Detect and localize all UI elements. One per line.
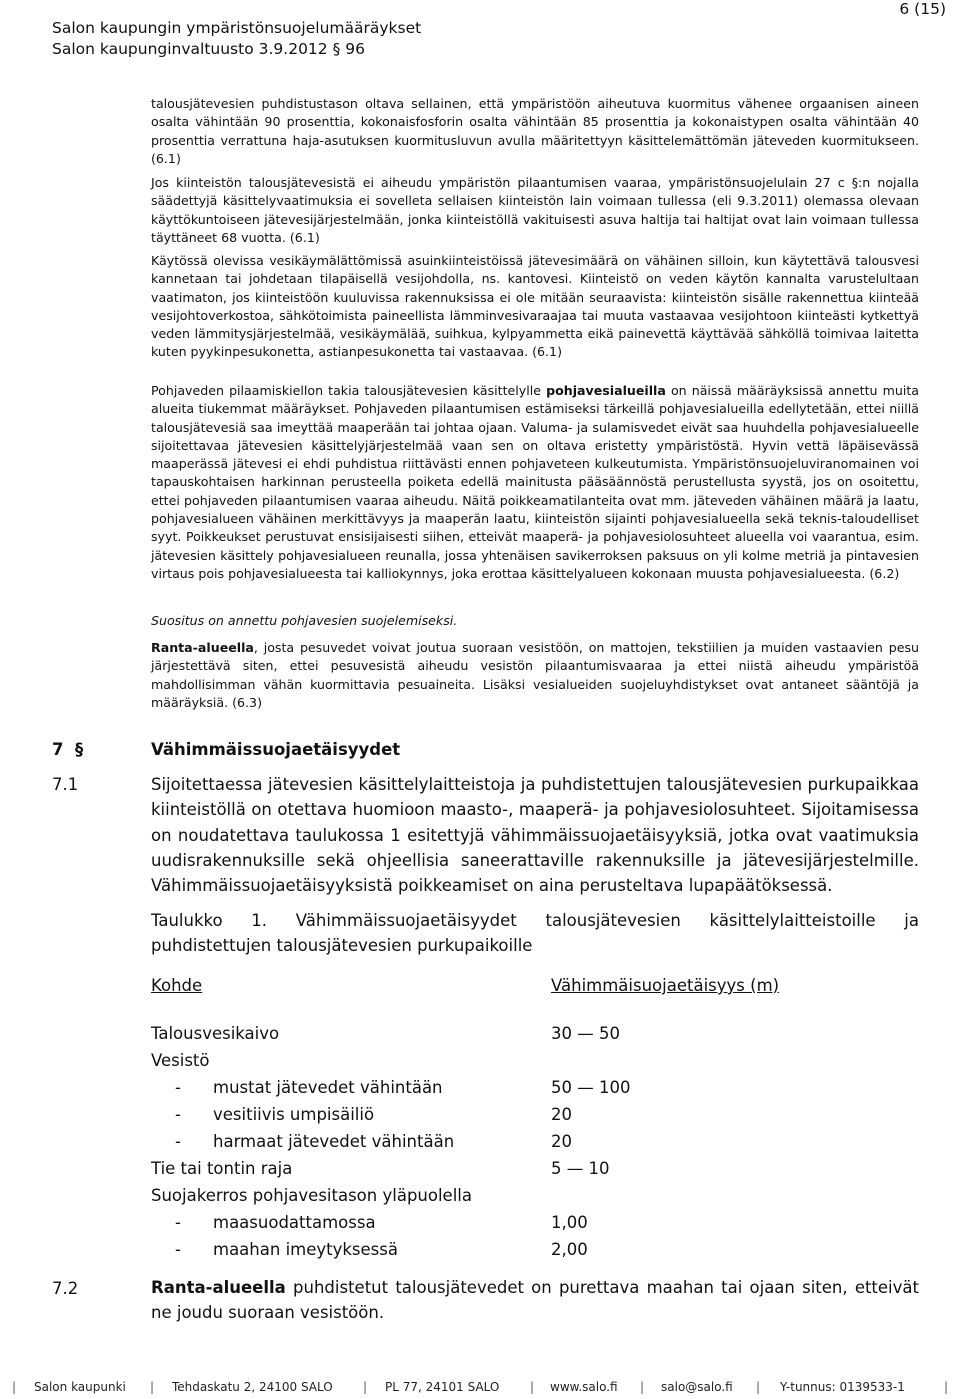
paragraph-recommendation: [151, 612, 919, 630]
list-dash: -: [175, 1213, 181, 1232]
table-header-distance: Vähimmäisuojaetäisyys (m): [551, 976, 780, 995]
paragraph-treatment-level: talousjätevesien puhdistustason oltava sellainen, että ympäristöön aiheutuva kuormitus vähenee orgaanisen aineen osalta vähintään 90 prosenttia, kokonaisfosforin osalta vähintään 85 prosenttia ja kokonaistypen osalta vähintään 40 prosenttia verrattuna haja-asutuksen kuormitusluvun avulla määritettyyn käsittelemättömän jäteveden kuormitukseen. (6.1): [151, 96, 919, 166]
table-cell-distance: 30 — 50: [551, 1024, 620, 1043]
groundwater-text-rest: on näissä määräyksissä annettu muita alueita tiukemmat määräykset. Pohjaveden pilaantumisen estämiseksi tärkeillä pohjavesialueilla edellytetään, ettei niillä talousjätevesiä saa imeyttää maaperään tai johtaa ojaan. Valuma- ja sulamisvedet eivät saa huuhdella pohjavesialueelle sijoitettavaa jätevesien käsittelyjärjestelmää vaan sen on oltava eristetty ympäristöstä. Hyvin vettä läpäisevässä maaperässä jätevesi ei ehdi puhdistua riittävästi ennen pohjaveteen kulkeutumista. Ympäristönsuojeluviranomainen voi tapauskohtaisen harkinnan perusteella poiketa edellä mainitusta pääsäännöstä perustellusta syystä, jos on osoitettu, ettei pohjaveden pilaantumisen vaaraa aiheudu. Näitä poikkeamatilanteita ovat mm. jäteveden vähäinen määrä ja laatu, pohjavesialueen vähäinen merkittävyys ja maaperän laatu, kiinteistön sijainti pohjavesialueella sekä teknis-taloudelliset syyt. Poikkeukset perustuvat ensisijaisesti siihen, etteivät maaperä- ja pohjavesiolosuhteet alueella voi vaarantua, esim. jätevesien käsittely pohjavesialueen reunalla, jossa yhtenäisen savikerroksen paksuus on yli kolme metriä ja pintavesien virtaus pois pohjavesialueesta tai kalliokynnys, joka erottaa käsittelyalueen kokonaan muusta pohjavesialueesta. (6.2): [151, 383, 919, 581]
list-dash: -: [175, 1078, 181, 1097]
section-7-2-text-rest: puhdistetut talousjätevedet on purettava maahan tai ojaan siten, etteivät ne joudu suoraan vesistöön.: [151, 1278, 919, 1323]
section-7-2-number: 7.2: [52, 1279, 79, 1298]
table-cell-kohde: Talousvesikaivo: [151, 1024, 280, 1043]
table-cell-kohde: Tie tai tontin raja: [151, 1159, 293, 1178]
paragraph-exemption: Jos kiinteistön talousjätevesistä ei aiheudu ympäristön pilaantumisen vaaraa, ympäristönsuojelulain 27 c §:n nojalla säädettyjä käsittelyvaatimuksia ei sovelleta sellaisen kiinteistön lain voimaan tullessa (eli 9.3.2011) olemassa olevaan käyttökuntoiseen jätevesijärjestelmään, jonka kiinteistöllä vakituisesti asuva haltija tai haltijat ovat lain voimaan tullessa täyttäneet 68 vuotta. (6.1): [151, 175, 919, 245]
groundwater-bold-term: pohjavesialueilla: [546, 383, 666, 398]
list-dash: -: [175, 1105, 181, 1124]
section-7-number: 7 §: [52, 740, 84, 759]
footer-item: Y-tunnus: 0139533-1: [780, 1380, 905, 1394]
section-7-2-bold-term: Ranta-alueella: [151, 1278, 286, 1297]
paragraph-shore-washing: [151, 639, 919, 712]
footer-separator: |: [756, 1380, 761, 1394]
shore-text-rest: , josta pesuvedet voivat joutua suoraan vesistöön, on mattojen, tekstiilien ja muiden vastaavien pesu järjestettävä siten, ettei pesuvesistä aiheudu vesistön pilaantumisvaaraa ja ettei niistä aiheudu ympäristöä mahdollisimman vähän kuormittavia pesuaineita. Lisäksi vesialueiden suojeluyhdistykset ovat antaneet sääntöjä ja määräyksiä. (6.3): [151, 640, 919, 710]
table-cell-distance: 50 — 100: [551, 1078, 631, 1097]
table-cell-kohde: Suojakerros pohjavesitason yläpuolella: [151, 1186, 472, 1205]
section-7-2-text: [151, 1275, 919, 1326]
header-line-2: Salon kaupunginvaltuusto 3.9.2012 § 96: [52, 40, 365, 58]
footer-separator: |: [12, 1380, 17, 1394]
table-cell-label: vesitiivis umpisäiliö: [213, 1105, 375, 1124]
header-line-1: Salon kaupungin ympäristönsuojelumääräykset: [52, 19, 422, 37]
table-cell-label: harmaat jätevedet vähintään: [213, 1132, 455, 1151]
document-header: [52, 18, 421, 60]
shore-bold-term: Ranta-alueella: [151, 640, 254, 655]
table-cell-distance: 20: [551, 1105, 572, 1124]
footer-separator: |: [150, 1380, 155, 1394]
section-7-1-text: Sijoitettaessa jätevesien käsittelylaitteistoja ja puhdistettujen talousjätevesien purkupaikkaa kiinteistöllä on otettava huomioon maasto-, maaperä- ja pohjavesiolosuhteet. Sijoitamisessa on noudatettava taulukossa 1 esitettyjä vähimmäissuojaetäisyyksiä, jotka ovat vaatimuksia uudisrakennuksille sekä ohjeellisia saneerattaville rakennuksille ja jätevesijärjestelmille. Vähimmäissuojaetäisyyksistä poikkeamiset on aina perusteltava lupapäätöksessä.: [151, 775, 919, 896]
footer-separator: |: [363, 1380, 368, 1394]
paragraph-groundwater: [151, 382, 919, 583]
table-cell-distance: 2,00: [551, 1240, 588, 1259]
table-cell-distance: 5 — 10: [551, 1159, 610, 1178]
footer-item: Salon kaupunki: [34, 1380, 126, 1394]
table-cell-label: maahan imeytyksessä: [213, 1240, 398, 1259]
list-dash: -: [175, 1240, 181, 1259]
table-cell-distance: 20: [551, 1132, 572, 1151]
paragraph-minor-wastewater: Käytössä olevissa vesikäymälättömissä asuinkiinteistöissä jätevesimäärä on vähäinen silloin, kun käytettävä talousvesi kannetaan tai johdetaan tilapäisellä vesijohdolla, ns. kantovesi. Kiinteistö on veden käytön kannalta varustelultaan vaatimaton, jos kiinteistöön kuuluvissa rakennuksissa ei ole mitään seuraavista: kiinteistön sisälle rakennettua kiinteää vesijohtoverkostoa, sähkötoimista paineellista lämminvesivaraajaa tai muuta vastaavaa vesijohtoon kiinteästi kytkettyä veden lämmitysjärjestelmää, vesikäymälää, suihkua, kylpyammetta eikä painevettä käyttävää sähköllä toimivaa laitetta kuten pyykinpesukonetta, astianpesukonetta tai vastaavaa. (6.1): [151, 253, 919, 360]
page-footer: [0, 1380, 960, 1396]
footer-item: Tehdaskatu 2, 24100 SALO: [172, 1380, 333, 1394]
table-cell-kohde: Vesistö: [151, 1051, 210, 1070]
recommendation-italic: Suositus on annettu pohjavesien suojelemiseksi.: [151, 613, 458, 628]
footer-item: PL 77, 24101 SALO: [385, 1380, 500, 1394]
table-cell-distance: 1,00: [551, 1213, 588, 1232]
table-cell-label: mustat jätevedet vähintään: [213, 1078, 443, 1097]
page-number: 6 (15): [899, 0, 946, 18]
list-dash: -: [175, 1132, 181, 1151]
footer-separator: |: [530, 1380, 535, 1394]
footer-separator: |: [640, 1380, 645, 1394]
footer-item: www.salo.fi: [550, 1380, 618, 1394]
groundwater-text-start: Pohjaveden pilaamiskiellon takia talousjätevesien käsittelylle: [151, 383, 547, 398]
section-7-title: Vähimmäissuojaetäisyydet: [151, 740, 401, 759]
table-cell-label: maasuodattamossa: [213, 1213, 376, 1232]
footer-separator: |: [944, 1380, 949, 1394]
table-header-kohde: Kohde: [151, 976, 203, 995]
section-7-1-number: 7.1: [52, 775, 79, 794]
table-caption: Taulukko 1. Vähimmäissuojaetäisyydet talousjätevesien käsittelylaitteistoille ja puhdistettujen talousjätevesien purkupaikoille: [151, 911, 919, 956]
footer-item: salo@salo.fi: [661, 1380, 733, 1394]
